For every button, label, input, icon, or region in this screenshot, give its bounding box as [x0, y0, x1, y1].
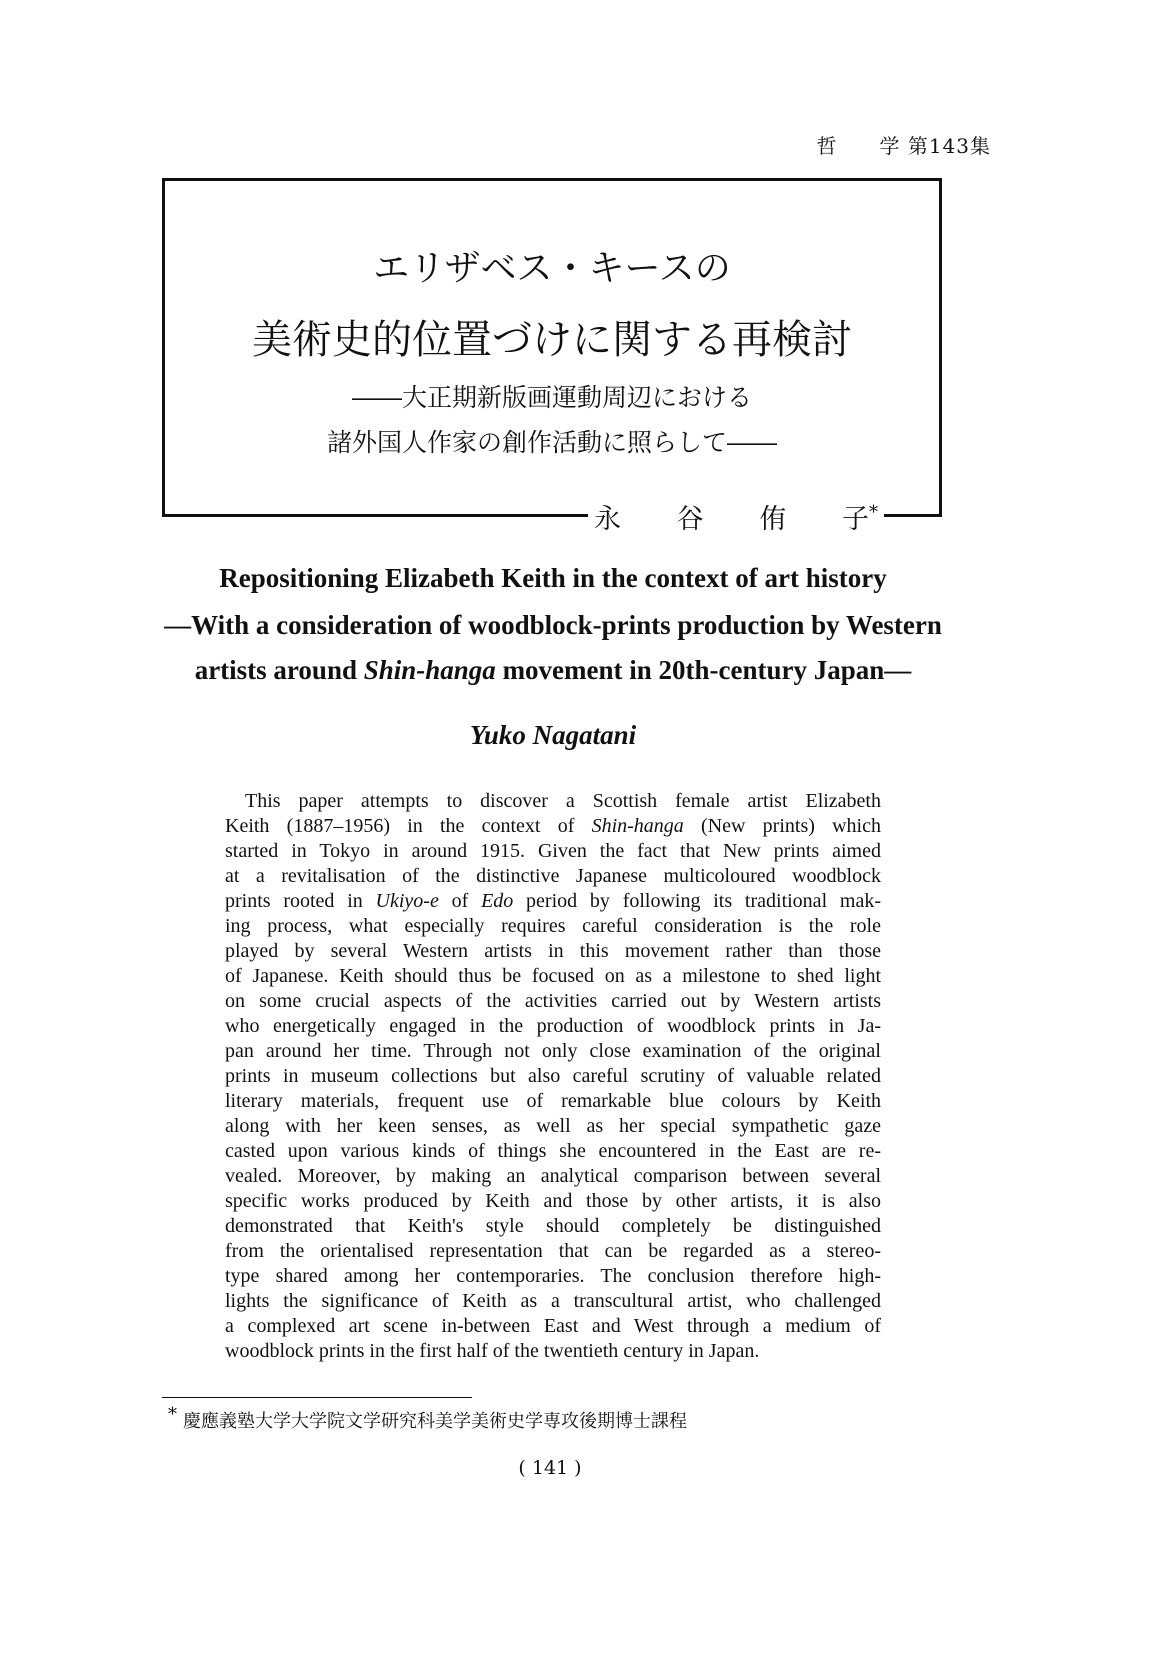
- jp-subtitle-line1: ――大正期新版画運動周辺における: [351, 383, 752, 412]
- abstract-line: of Japanese. Keith should thus be focused on as a milestone to shed light: [225, 965, 881, 987]
- abstract-line: lights the significance of Keith as a transcultural artist, who challenged: [225, 1290, 881, 1312]
- jp-title-line2: 美術史的位置づけに関する再検討: [252, 317, 852, 363]
- jp-subtitle-line2: 諸外国人作家の創作活動に照らして――: [326, 428, 777, 457]
- abstract-line: pan around her time. Through not only close examination of the original: [225, 1040, 881, 1062]
- abstract-line: prints in museum collections but also careful scrutiny of valuable related: [225, 1065, 881, 1087]
- abstract-line: specific works produced by Keith and those by other artists, it is also: [225, 1190, 881, 1212]
- abstract-line: demonstrated that Keith's style should completely be distinguished: [225, 1215, 881, 1237]
- author-en: Yuko Nagatani: [469, 720, 637, 750]
- abstract-line: casted upon various kinds of things she encountered in the East are re-: [225, 1140, 881, 1162]
- abstract: [225, 789, 881, 1364]
- abstract-line: from the orientalised representation that can be regarded as a stereo-: [225, 1240, 881, 1262]
- author-jp-char: 子*: [841, 502, 878, 535]
- abstract-line: vealed. Moreover, by making an analytical comparison between several: [225, 1165, 881, 1187]
- page-number: ( 141 ): [518, 1457, 582, 1479]
- title-box-rule-right: [884, 514, 942, 517]
- footnote: * 慶應義塾大学大学院文学研究科美学美術史学専攻後期博士課程: [168, 1404, 687, 1432]
- author-jp-char: 侑: [759, 504, 787, 535]
- abstract-line: ing process, what especially requires careful consideration is the role: [225, 915, 881, 937]
- author-jp-char: 永: [594, 504, 621, 535]
- abstract-line: a complexed art scene in-between East and West through a medium of: [225, 1315, 881, 1337]
- abstract-line: at a revitalisation of the distinctive Japanese multicoloured woodblock: [225, 865, 881, 887]
- title-box-rule-left: [162, 514, 588, 517]
- author-jp-char: 谷: [676, 504, 704, 535]
- abstract-line: literary materials, frequent use of remarkable blue colours by Keith: [225, 1090, 881, 1112]
- abstract-line: on some crucial aspects of the activities carried out by Western artists: [225, 990, 881, 1012]
- abstract-line: along with her keen senses, as well as her special sympathetic gaze: [225, 1115, 881, 1137]
- journal-header: 哲 学 第143集: [816, 134, 991, 158]
- abstract-line: started in Tokyo in around 1915. Given the fact that New prints aimed: [225, 840, 881, 862]
- abstract-line: type shared among her contemporaries. The conclusion therefore high-: [225, 1265, 881, 1287]
- abstract-line: Keith (1887–1956) in the context of Shin-hanga (New prints) which: [225, 815, 881, 837]
- abstract-line: woodblock prints in the first half of the twentieth century in Japan.: [225, 1340, 760, 1362]
- en-title-line3: artists around Shin-hanga movement in 20th-century Japan—: [194, 655, 912, 685]
- abstract-line: This paper attempts to discover a Scottish female artist Elizabeth: [245, 790, 881, 812]
- abstract-line: prints rooted in Ukiyo-e of Edo period by following its traditional mak-: [225, 890, 881, 912]
- en-title-line1: Repositioning Elizabeth Keith in the context of art history: [219, 563, 887, 593]
- abstract-line: played by several Western artists in this movement rather than those: [225, 940, 881, 962]
- jp-title-line1: エリザベス・キースの: [373, 248, 731, 289]
- footnote-rule: [162, 1397, 472, 1398]
- author-jp: [590, 497, 882, 536]
- footnote-mark: *: [868, 502, 878, 523]
- en-title-line2: —With a consideration of woodblock-prints production by Western: [164, 610, 942, 640]
- abstract-line: who energetically engaged in the production of woodblock prints in Ja-: [225, 1015, 881, 1037]
